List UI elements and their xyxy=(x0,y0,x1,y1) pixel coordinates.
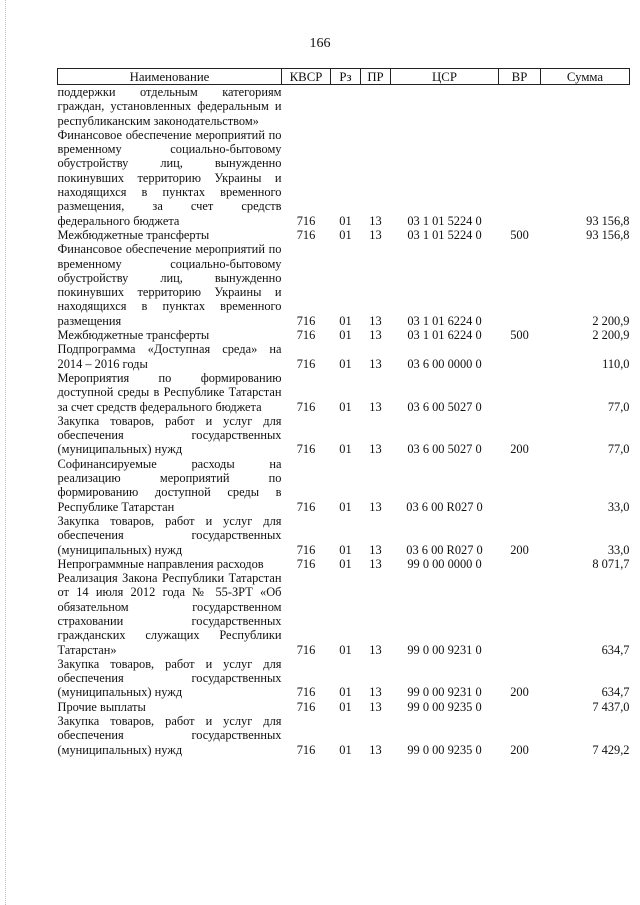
row-rz-cell: 01 xyxy=(339,399,352,414)
row-kvsr-cell: 716 xyxy=(296,227,316,242)
row-name-cell: Закупка товаров, работ и услуг для обеспечения государственных (муниципальных) нужд xyxy=(57,714,282,757)
row-sum-cell: 634,7 xyxy=(601,685,630,700)
row-sum-cell: 93 156,8 xyxy=(586,213,630,228)
row-csr-cell: 03 1 01 5224 0 xyxy=(407,227,482,242)
row-rz-cell: 01 xyxy=(339,213,352,228)
row-vr-cell: 200 xyxy=(510,742,529,757)
row-rz-cell: 01 xyxy=(339,442,352,457)
column-header-rz: Рз xyxy=(331,69,361,85)
row-name-cell: поддержки отдельным категориям граждан, установленных федеральным и республиканским законодательством» xyxy=(57,85,282,128)
row-vr-cell xyxy=(499,342,541,371)
row-name-cell: Прочие выплаты xyxy=(57,699,146,714)
row-name-cell: Финансовое обеспечение мероприятий по временному социально-бытовому обустройству лиц, вынужденно покинувших территорию Украины и находящихся в пунктах временного размещения, за счет средств федерального бюджета xyxy=(57,127,282,228)
row-rz-cell: 01 xyxy=(339,642,352,657)
row-kvsr-cell: 716 xyxy=(296,213,316,228)
row-name-cell: Подпрограмма «Доступная среда» на 2014 – 2016 годы xyxy=(57,342,282,371)
column-header-name: Наименование xyxy=(58,69,282,85)
table-row xyxy=(58,514,630,557)
row-sum-cell: 634,7 xyxy=(601,642,630,657)
row-name-cell: Закупка товаров, работ и услуг для обеспечения государственных (муниципальных) нужд xyxy=(57,656,282,700)
row-vr-cell: 500 xyxy=(510,328,529,343)
row-rz-cell: 01 xyxy=(339,742,352,757)
row-kvsr-cell: 716 xyxy=(296,685,316,700)
row-rz-cell: 01 xyxy=(339,699,352,714)
row-rz-cell: 01 xyxy=(339,556,352,571)
row-csr-cell: 03 6 00 R027 0 xyxy=(406,542,483,557)
row-csr-cell: 99 0 00 9235 0 xyxy=(407,699,482,714)
row-name-cell: Реализация Закона Республики Татарстан от 14 июля 2012 года № 55-ЗРТ «Об обязательном государственном страховании государственных гражданских служащих Республики Татарстан» xyxy=(57,571,282,657)
row-vr-cell: 200 xyxy=(510,442,529,457)
row-csr-cell: 03 6 00 5027 0 xyxy=(407,442,482,457)
row-kvsr-cell: 716 xyxy=(296,328,316,343)
row-vr-cell: 500 xyxy=(510,227,529,242)
row-vr-cell xyxy=(499,557,541,571)
table-row xyxy=(58,657,630,700)
table-row xyxy=(58,457,630,514)
row-sum-cell: 33,0 xyxy=(607,499,630,514)
row-name-cell: Межбюджетные трансферты xyxy=(57,328,210,343)
row-vr-cell xyxy=(499,457,541,514)
row-csr-cell: 03 6 00 5027 0 xyxy=(407,399,482,414)
row-pr-cell: 13 xyxy=(369,213,382,228)
row-csr-cell: 99 0 00 9231 0 xyxy=(407,642,482,657)
row-vr-cell xyxy=(499,700,541,714)
header-row xyxy=(58,69,630,85)
row-kvsr-cell: 716 xyxy=(296,399,316,414)
row-sum-cell: 8 071,7 xyxy=(592,556,630,571)
table-row xyxy=(58,228,630,242)
table-row xyxy=(58,85,630,128)
table-row xyxy=(58,328,630,342)
row-kvsr-cell: 716 xyxy=(296,742,316,757)
row-csr-cell: 03 1 01 5224 0 xyxy=(407,213,482,228)
row-pr-cell: 13 xyxy=(369,356,382,371)
row-sum-cell: 77,0 xyxy=(607,442,630,457)
row-pr-cell: 13 xyxy=(369,313,382,328)
row-pr-cell: 13 xyxy=(369,399,382,414)
row-sum-cell: 2 200,9 xyxy=(592,328,630,343)
row-csr-cell: 03 6 00 R027 0 xyxy=(406,499,483,514)
row-pr-cell: 13 xyxy=(369,742,382,757)
table-row xyxy=(58,414,630,457)
row-csr-cell: 99 0 00 0000 0 xyxy=(407,556,482,571)
table-row xyxy=(58,714,630,757)
row-pr-cell: 13 xyxy=(369,642,382,657)
row-pr-cell: 13 xyxy=(369,328,382,343)
page-number: 166 xyxy=(309,36,331,51)
row-vr-cell xyxy=(499,85,541,128)
row-name-cell: Финансовое обеспечение мероприятий по временному социально-бытовому обустройству лиц, вынужденно покинувших территорию Украины и находящихся в пунктах временного размещения xyxy=(57,242,282,328)
row-sum-cell: 110,0 xyxy=(602,356,630,371)
row-pr-cell: 13 xyxy=(369,685,382,700)
row-csr-cell: 99 0 00 9231 0 xyxy=(407,685,482,700)
row-pr-cell xyxy=(361,85,391,128)
row-kvsr-cell xyxy=(282,85,331,128)
row-sum-cell: 77,0 xyxy=(607,399,630,414)
row-rz-cell: 01 xyxy=(339,542,352,557)
column-header-sum: Сумма xyxy=(541,69,630,85)
row-name-cell: Софинансируемые расходы на реализацию мероприятий по формированию доступной среды в Республике Татарстан xyxy=(57,456,282,514)
row-rz-cell: 01 xyxy=(339,313,352,328)
row-csr-cell: 03 1 01 6224 0 xyxy=(407,328,482,343)
row-rz-cell: 01 xyxy=(339,685,352,700)
row-csr-cell: 99 0 00 9235 0 xyxy=(407,742,482,757)
row-csr-cell: 03 1 01 6224 0 xyxy=(407,313,482,328)
row-pr-cell: 13 xyxy=(369,542,382,557)
row-kvsr-cell: 716 xyxy=(296,499,316,514)
row-pr-cell: 13 xyxy=(369,227,382,242)
table-row xyxy=(58,557,630,571)
row-name-cell: Мероприятия по формированию доступной среды в Республике Татарстан за счет средств федерального бюджета xyxy=(57,370,282,414)
row-kvsr-cell: 716 xyxy=(296,556,316,571)
row-pr-cell: 13 xyxy=(369,556,382,571)
column-header-vr: ВР xyxy=(499,69,541,85)
row-rz-cell xyxy=(331,85,361,128)
table-row xyxy=(58,700,630,714)
row-sum-cell: 7 429,2 xyxy=(592,742,630,757)
row-kvsr-cell: 716 xyxy=(296,642,316,657)
row-vr-cell xyxy=(499,571,541,657)
row-sum-cell: 33,0 xyxy=(607,542,630,557)
row-rz-cell: 01 xyxy=(339,356,352,371)
row-vr-cell xyxy=(499,371,541,414)
table-row xyxy=(58,571,630,657)
row-pr-cell: 13 xyxy=(369,699,382,714)
row-vr-cell: 200 xyxy=(510,542,529,557)
row-name-cell: Закупка товаров, работ и услуг для обеспечения государственных (муниципальных) нужд xyxy=(57,513,282,557)
table-row xyxy=(58,342,630,371)
column-header-csr: ЦСР xyxy=(391,69,499,85)
row-rz-cell: 01 xyxy=(339,499,352,514)
row-csr-cell xyxy=(391,85,499,128)
binding-edge xyxy=(5,0,6,905)
row-sum-cell xyxy=(541,85,630,128)
column-header-pr: ПР xyxy=(361,69,391,85)
row-sum-cell: 2 200,9 xyxy=(592,313,630,328)
row-name-cell: Закупка товаров, работ и услуг для обеспечения государственных (муниципальных) нужд xyxy=(57,413,282,457)
table-row xyxy=(58,128,630,228)
row-kvsr-cell: 716 xyxy=(296,699,316,714)
row-name-cell: Непрограммные направления расходов xyxy=(57,556,264,571)
row-csr-cell: 03 6 00 0000 0 xyxy=(407,356,482,371)
table-row xyxy=(58,371,630,414)
table-row xyxy=(58,242,630,328)
row-kvsr-cell: 716 xyxy=(296,442,316,457)
row-rz-cell: 01 xyxy=(339,227,352,242)
row-rz-cell: 01 xyxy=(339,328,352,343)
row-name-cell: Межбюджетные трансферты xyxy=(57,227,210,242)
row-sum-cell: 93 156,8 xyxy=(586,227,630,242)
row-vr-cell xyxy=(499,128,541,228)
column-header-kvsr: КВСР xyxy=(282,69,331,85)
row-kvsr-cell: 716 xyxy=(296,542,316,557)
row-vr-cell: 200 xyxy=(510,685,529,700)
row-pr-cell: 13 xyxy=(369,442,382,457)
row-vr-cell xyxy=(499,242,541,328)
row-kvsr-cell: 716 xyxy=(296,356,316,371)
row-pr-cell: 13 xyxy=(369,499,382,514)
row-kvsr-cell: 716 xyxy=(296,313,316,328)
budget-table xyxy=(57,68,630,757)
row-sum-cell: 7 437,0 xyxy=(592,699,630,714)
